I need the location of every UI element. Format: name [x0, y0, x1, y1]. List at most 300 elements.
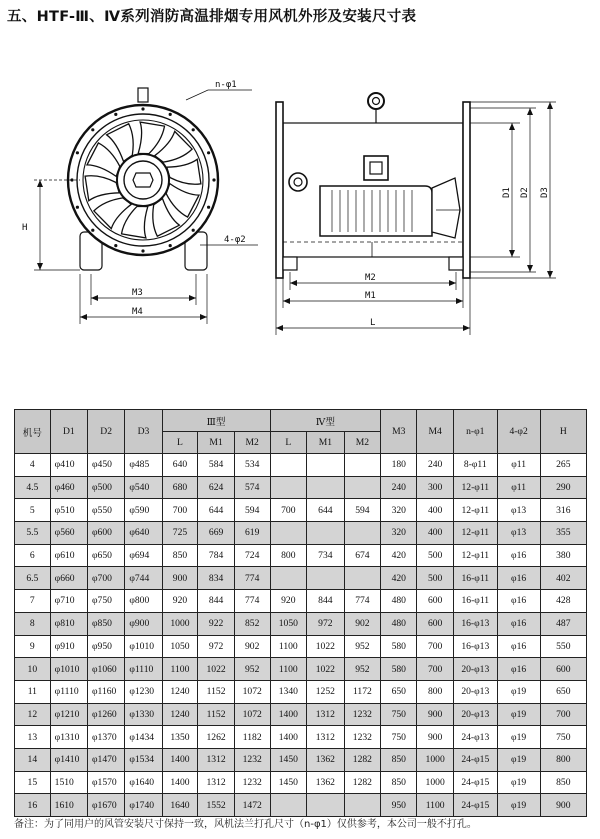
label-n-phi1: n-φ1: [215, 80, 237, 90]
table-cell: 1000: [417, 771, 454, 794]
table-cell: 1510: [50, 771, 87, 794]
table-cell: φ810: [50, 612, 87, 635]
table-cell: 952: [234, 658, 270, 681]
table-cell: [270, 454, 307, 477]
table-cell: 8-φ11: [453, 454, 497, 477]
table-cell: 1350: [162, 726, 198, 749]
table-cell: φ694: [125, 544, 162, 567]
table-cell: φ19: [497, 703, 540, 726]
table-cell: 16-φ11: [453, 590, 497, 613]
table-cell: 580: [381, 635, 417, 658]
table-cell: 1312: [198, 748, 235, 771]
bolt-hole: [207, 206, 210, 209]
table-cell: φ1110: [50, 680, 87, 703]
fan-drawing-svg: [0, 60, 600, 360]
table-cell: φ460: [50, 476, 87, 499]
header-type4-l: L: [270, 432, 307, 454]
table-cell: [307, 794, 344, 817]
table-cell: 11: [15, 680, 51, 703]
bolt-hole: [141, 249, 144, 252]
table-cell: φ850: [87, 612, 124, 635]
table-cell: φ1310: [50, 726, 87, 749]
table-cell: 240: [381, 476, 417, 499]
table-cell: 24-φ15: [453, 748, 497, 771]
table-row: [15, 748, 587, 771]
table-cell: 240: [417, 454, 454, 477]
table-row: [15, 658, 587, 681]
table-cell: φ1110: [125, 658, 162, 681]
table-cell: 1312: [307, 726, 344, 749]
table-cell: 900: [540, 794, 586, 817]
table-cell: 700: [270, 499, 307, 522]
table-cell: 550: [540, 635, 586, 658]
table-cell: 1232: [344, 703, 381, 726]
table-cell: 902: [234, 635, 270, 658]
table-cell: 402: [540, 567, 586, 590]
table-cell: 1182: [234, 726, 270, 749]
table-row: [15, 499, 587, 522]
bolt-hole: [192, 128, 195, 131]
table-cell: φ450: [87, 454, 124, 477]
side-view: [276, 93, 470, 278]
table-cell: 320: [381, 522, 417, 545]
table-cell: φ1470: [87, 748, 124, 771]
table-cell: 420: [381, 544, 417, 567]
table-cell: 8: [15, 612, 51, 635]
front-view: [68, 88, 218, 270]
label-l: L: [370, 318, 376, 328]
table-cell: φ800: [125, 590, 162, 613]
table-cell: φ19: [497, 794, 540, 817]
table-cell: 1610: [50, 794, 87, 817]
table-cell: 1232: [344, 726, 381, 749]
label-d1: D1: [502, 187, 512, 198]
table-cell: φ485: [125, 454, 162, 477]
table-cell: 12-φ11: [453, 522, 497, 545]
table-cell: φ950: [87, 635, 124, 658]
table-cell: 320: [381, 499, 417, 522]
table-cell: φ1230: [125, 680, 162, 703]
table-cell: φ900: [125, 612, 162, 635]
label-4-phi2: 4-φ2: [224, 235, 246, 245]
table-cell: 850: [540, 771, 586, 794]
table-cell: 1000: [417, 748, 454, 771]
table-cell: 1072: [234, 703, 270, 726]
table-cell: 952: [344, 658, 381, 681]
table-cell: 12-φ11: [453, 476, 497, 499]
table-cell: φ16: [497, 658, 540, 681]
table-cell: φ550: [87, 499, 124, 522]
table-cell: 180: [381, 454, 417, 477]
table-cell: 669: [198, 522, 235, 545]
table-cell: φ750: [87, 590, 124, 613]
table-cell: 580: [381, 658, 417, 681]
table-cell: 1022: [307, 658, 344, 681]
table-row: [15, 522, 587, 545]
table-cell: φ1330: [125, 703, 162, 726]
header-d1: D1: [50, 410, 87, 454]
table-cell: φ560: [50, 522, 87, 545]
table-cell: φ1434: [125, 726, 162, 749]
table-row: [15, 590, 587, 613]
header-type3: Ⅲ型: [162, 410, 270, 432]
table-cell: 972: [198, 635, 235, 658]
table-cell: φ19: [497, 726, 540, 749]
table-cell: 700: [417, 658, 454, 681]
table-cell: φ540: [125, 476, 162, 499]
table-cell: [307, 454, 344, 477]
table-row: [15, 771, 587, 794]
table-cell: 1552: [198, 794, 235, 817]
side-flange-left: [276, 102, 283, 278]
table-cell: 850: [381, 771, 417, 794]
table-cell: [270, 794, 307, 817]
table-cell: 734: [307, 544, 344, 567]
table-cell: φ500: [87, 476, 124, 499]
table-cell: φ11: [497, 476, 540, 499]
table-cell: 600: [417, 590, 454, 613]
table-cell: 1022: [198, 658, 235, 681]
bolt-hole: [141, 107, 144, 110]
header-type4: Ⅳ型: [270, 410, 381, 432]
table-cell: φ1160: [87, 680, 124, 703]
bolt-hole: [212, 178, 215, 181]
table-cell: 750: [381, 703, 417, 726]
table-cell: 16-φ13: [453, 635, 497, 658]
table-cell: 600: [540, 658, 586, 681]
table-cell: 922: [198, 612, 235, 635]
table-cell: 1232: [234, 771, 270, 794]
table-cell: 500: [417, 567, 454, 590]
side-cable-gland: [289, 173, 307, 191]
table-cell: 1400: [162, 748, 198, 771]
table-cell: 900: [417, 703, 454, 726]
table-cell: 1100: [270, 635, 307, 658]
table-cell: 290: [540, 476, 586, 499]
table-cell: 680: [162, 476, 198, 499]
table-cell: 1400: [270, 703, 307, 726]
table-cell: 1640: [162, 794, 198, 817]
table-cell: 1072: [234, 680, 270, 703]
table-cell: 644: [307, 499, 344, 522]
table-cell: φ410: [50, 454, 87, 477]
table-cell: 1240: [162, 680, 198, 703]
table-cell: 1312: [198, 771, 235, 794]
label-h: H: [22, 223, 28, 233]
table-cell: φ1260: [87, 703, 124, 726]
table-cell: 6: [15, 544, 51, 567]
table-cell: 16-φ13: [453, 612, 497, 635]
header-type3-l: L: [162, 432, 198, 454]
table-cell: 265: [540, 454, 586, 477]
table-cell: 1282: [344, 771, 381, 794]
table-cell: 844: [307, 590, 344, 613]
table-cell: φ16: [497, 635, 540, 658]
table-cell: 700: [540, 703, 586, 726]
table-cell: [270, 567, 307, 590]
table-cell: φ590: [125, 499, 162, 522]
table-cell: φ19: [497, 771, 540, 794]
table-cell: 650: [540, 680, 586, 703]
bolt-hole: [192, 229, 195, 232]
table-cell: 1050: [270, 612, 307, 635]
table-cell: 1000: [162, 612, 198, 635]
table-cell: 900: [162, 567, 198, 590]
table-cell: 1282: [344, 748, 381, 771]
table-cell: 1450: [270, 748, 307, 771]
table-cell: 1340: [270, 680, 307, 703]
table-cell: φ16: [497, 612, 540, 635]
table-cell: 420: [381, 567, 417, 590]
table-cell: 6.5: [15, 567, 51, 590]
table-cell: 20-φ13: [453, 658, 497, 681]
table-cell: 852: [234, 612, 270, 635]
table-cell: [344, 567, 381, 590]
page-title: 五、HTF-Ⅲ、Ⅳ系列消防高温排烟专用风机外形及安装尺寸表: [7, 9, 417, 25]
table-cell: 14: [15, 748, 51, 771]
table-cell: φ1534: [125, 748, 162, 771]
table-cell: 774: [234, 567, 270, 590]
table-cell: [344, 522, 381, 545]
table-cell: 1450: [270, 771, 307, 794]
table-cell: 400: [417, 522, 454, 545]
table-cell: 1232: [234, 748, 270, 771]
table-cell: 1252: [307, 680, 344, 703]
table-cell: φ650: [87, 544, 124, 567]
table-cell: 1022: [307, 635, 344, 658]
table-cell: 1400: [270, 726, 307, 749]
table-cell: φ600: [87, 522, 124, 545]
table-cell: φ1410: [50, 748, 87, 771]
table-cell: 800: [270, 544, 307, 567]
header-model: 机号: [15, 410, 51, 454]
table-cell: 624: [198, 476, 235, 499]
footnote: 备注：为了同用户的风管安装尺寸保持一致，风机法兰打孔尺寸（n-φ1）仅供参考，本公司一般不打孔。: [14, 819, 477, 830]
table-cell: [344, 794, 381, 817]
table-cell: 920: [162, 590, 198, 613]
table-cell: 674: [344, 544, 381, 567]
table-cell: 480: [381, 590, 417, 613]
table-cell: φ1010: [125, 635, 162, 658]
table-cell: φ11: [497, 454, 540, 477]
table-cell: 12-φ11: [453, 544, 497, 567]
table-cell: 644: [198, 499, 235, 522]
table-cell: 600: [417, 612, 454, 635]
table-cell: 13: [15, 726, 51, 749]
table-cell: 428: [540, 590, 586, 613]
table-cell: 844: [198, 590, 235, 613]
table-cell: 10: [15, 658, 51, 681]
table-cell: 1152: [198, 703, 235, 726]
header-m3: M3: [381, 410, 417, 454]
table-cell: φ16: [497, 544, 540, 567]
table-cell: 584: [198, 454, 235, 477]
dimension-table: [14, 409, 587, 817]
table-row: [15, 794, 587, 817]
table-cell: 1262: [198, 726, 235, 749]
table-cell: φ700: [87, 567, 124, 590]
table-cell: 1400: [162, 771, 198, 794]
table-cell: 12: [15, 703, 51, 726]
table-cell: 20-φ13: [453, 703, 497, 726]
table-cell: 834: [198, 567, 235, 590]
table-cell: 750: [540, 726, 586, 749]
table-cell: φ1210: [50, 703, 87, 726]
label-d3: D3: [540, 187, 550, 198]
table-cell: 650: [381, 680, 417, 703]
table-cell: 16-φ11: [453, 567, 497, 590]
table-cell: φ1570: [87, 771, 124, 794]
table-cell: φ1740: [125, 794, 162, 817]
table-cell: φ16: [497, 590, 540, 613]
table-cell: 24-φ15: [453, 794, 497, 817]
header-type3-m1: M1: [198, 432, 235, 454]
table-cell: [307, 567, 344, 590]
table-row: [15, 476, 587, 499]
table-cell: φ744: [125, 567, 162, 590]
table-cell: φ19: [497, 748, 540, 771]
table-cell: φ510: [50, 499, 87, 522]
table-cell: 920: [270, 590, 307, 613]
table-cell: 4.5: [15, 476, 51, 499]
table-cell: 1100: [270, 658, 307, 681]
table-cell: 20-φ13: [453, 680, 497, 703]
table-cell: 594: [344, 499, 381, 522]
table-cell: 700: [162, 499, 198, 522]
bolt-hole: [169, 244, 172, 247]
side-lifting-ring: [368, 93, 384, 109]
table-cell: φ1670: [87, 794, 124, 817]
table-cell: 774: [234, 590, 270, 613]
table-cell: 800: [417, 680, 454, 703]
table-cell: φ610: [50, 544, 87, 567]
header-type4-m2: M2: [344, 432, 381, 454]
table-cell: 900: [417, 726, 454, 749]
header-4-phi2: 4-φ2: [497, 410, 540, 454]
table-cell: 1472: [234, 794, 270, 817]
table-cell: φ910: [50, 635, 87, 658]
header-n-phi1: n-φ1: [453, 410, 497, 454]
table-cell: φ16: [497, 567, 540, 590]
table-row: [15, 680, 587, 703]
table-cell: 725: [162, 522, 198, 545]
motor-body: [320, 186, 432, 236]
table-cell: 1240: [162, 703, 198, 726]
table-cell: 750: [381, 726, 417, 749]
bolt-hole: [114, 244, 117, 247]
table-cell: φ1370: [87, 726, 124, 749]
table-cell: 15: [15, 771, 51, 794]
side-flange-right: [463, 102, 470, 278]
table-cell: 619: [234, 522, 270, 545]
table-cell: [270, 522, 307, 545]
table-cell: 12-φ11: [453, 499, 497, 522]
table-cell: φ13: [497, 522, 540, 545]
table-cell: 5.5: [15, 522, 51, 545]
bolt-hole: [91, 128, 94, 131]
table-cell: φ660: [50, 567, 87, 590]
table-cell: 1312: [307, 703, 344, 726]
table-cell: 1100: [162, 658, 198, 681]
table-cell: 850: [162, 544, 198, 567]
table-cell: 316: [540, 499, 586, 522]
motor-junction-box: [364, 156, 388, 180]
table-cell: φ1010: [50, 658, 87, 681]
header-h: H: [540, 410, 586, 454]
label-m2: M2: [365, 273, 376, 283]
table-cell: [307, 522, 344, 545]
bolt-hole: [91, 229, 94, 232]
table-cell: 784: [198, 544, 235, 567]
table-cell: 1152: [198, 680, 235, 703]
table-cell: 400: [417, 499, 454, 522]
table-cell: 4: [15, 454, 51, 477]
label-m1: M1: [365, 291, 376, 301]
table-cell: 487: [540, 612, 586, 635]
table-cell: 724: [234, 544, 270, 567]
table-body: [15, 454, 587, 817]
table-cell: 902: [344, 612, 381, 635]
table-cell: φ710: [50, 590, 87, 613]
side-foot-left: [283, 257, 297, 270]
side-foot-right: [449, 257, 463, 270]
bolt-hole: [114, 113, 117, 116]
fan-outline-drawing: [0, 60, 600, 360]
label-m4: M4: [132, 307, 143, 317]
table-cell: 1362: [307, 748, 344, 771]
table-row: [15, 454, 587, 477]
table-cell: [307, 476, 344, 499]
header-m4: M4: [417, 410, 454, 454]
table-cell: [270, 476, 307, 499]
label-d2: D2: [520, 187, 530, 198]
table-cell: 24-φ13: [453, 726, 497, 749]
table-row: [15, 635, 587, 658]
table-cell: 300: [417, 476, 454, 499]
bolt-hole: [169, 113, 172, 116]
table-cell: φ1640: [125, 771, 162, 794]
table-cell: 1172: [344, 680, 381, 703]
label-m3: M3: [132, 288, 143, 298]
table-cell: φ19: [497, 680, 540, 703]
table-row: [15, 703, 587, 726]
table-cell: 480: [381, 612, 417, 635]
table-cell: [344, 476, 381, 499]
table-cell: 850: [381, 748, 417, 771]
table-cell: 594: [234, 499, 270, 522]
front-flange-outer: [68, 105, 218, 255]
table-cell: 774: [344, 590, 381, 613]
table-header: [15, 410, 587, 454]
table-row: [15, 567, 587, 590]
table-row: [15, 726, 587, 749]
table-cell: 950: [381, 794, 417, 817]
table-cell: 7: [15, 590, 51, 613]
table-cell: 24-φ15: [453, 771, 497, 794]
table-cell: 355: [540, 522, 586, 545]
table-cell: 574: [234, 476, 270, 499]
front-lifting-lug: [138, 88, 148, 102]
header-type4-m1: M1: [307, 432, 344, 454]
table-cell: φ13: [497, 499, 540, 522]
table-cell: 9: [15, 635, 51, 658]
table-cell: 16: [15, 794, 51, 817]
table-cell: 5: [15, 499, 51, 522]
bolt-hole: [207, 151, 210, 154]
table-cell: 700: [417, 635, 454, 658]
table-cell: 500: [417, 544, 454, 567]
table-cell: φ1060: [87, 658, 124, 681]
